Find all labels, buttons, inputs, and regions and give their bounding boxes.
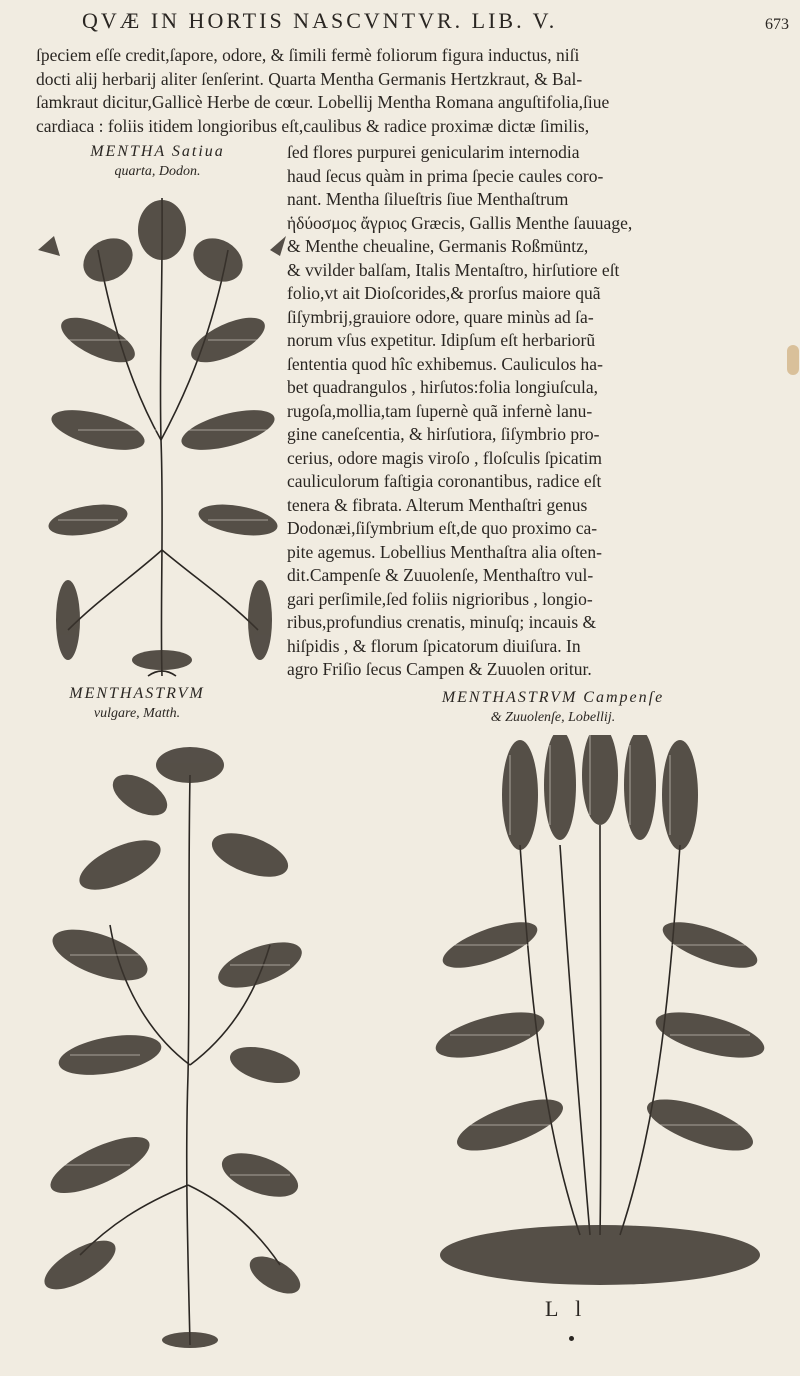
text-line: dit.Campenſe & Zuuolenſe, Menthaſtro vul- [287, 565, 594, 585]
text-line: ſiſymbrij,grauiore odore, quare minùs ad ſa- [287, 306, 594, 327]
text-line: ſententia quod hîc exhibemus. Cauliculos ha- [287, 353, 603, 374]
menthastrum-campense-woodcut [430, 735, 770, 1293]
text-line: & vvilder balſam, Italis Mentaſtro, hirſutiore eſt [287, 259, 620, 280]
figure-caption-mentha-sativa [40, 142, 275, 182]
intro-paragraph [36, 44, 784, 138]
text-line: nant. Mentha ſilueſtris ſiue Menthaſtrum [287, 189, 569, 209]
text-line: pite agemus. Lobellius Menthaſtra alia oſten- [287, 541, 602, 562]
text-line: gine caneſcentia, & hirſutiora, ſiſymbrio pro- [287, 424, 600, 444]
page-edge-stain [787, 345, 799, 375]
mentha-sativa-woodcut [38, 190, 286, 678]
text-line: hiſpidis , & florum ſpicatorum diuiſura. In [287, 635, 581, 656]
running-head: QVÆ IN HORTIS NASCVNTVR. LIB. V. [82, 8, 558, 33]
text-line: gari perſimile,ſed foliis nigrioribus , longio- [287, 588, 593, 609]
text-line: ribus,profundius crenatis, minuſq; incauis & [287, 612, 597, 632]
menthastrum-vulgare-woodcut [40, 735, 308, 1355]
text-line: norum vſus expetitur. Idipſum eſt herbariorũ [287, 330, 596, 350]
text-line: bet quadrangulos , hirſutos:folia longiuſcula, [287, 377, 599, 397]
text-line: ſed flores purpurei genicularim internodia [287, 142, 580, 162]
text-line: tenera & fibrata. Alterum Menthaſtri genus [287, 494, 588, 515]
text-line: ἡδύοσμος ἄγριος Græcis, Gallis Menthe ſauuage, [287, 212, 633, 233]
caption-title: MENTHA Satiua [90, 143, 225, 160]
figure-caption-menthastrum-vulgare [22, 684, 252, 724]
text-line: cardiaca : foliis itidem longioribus eſt,caulibus & radice proximæ dictæ ſimilis, [36, 115, 590, 136]
page-number: 673 [765, 16, 789, 33]
body-column [287, 141, 787, 682]
caption-subtitle: & Zuuolenſe, Lobellij. [490, 710, 616, 725]
text-line: docti alij herbarij aliter ſenſerint. Quarta Mentha Germanis Hertzkraut, & Bal- [36, 68, 583, 89]
caption-subtitle: quarta, Dodon. [114, 164, 201, 179]
caption-subtitle: vulgare, Matth. [93, 706, 181, 721]
text-line: & Menthe cheualine, Germanis Roßmüntz, [287, 236, 589, 256]
figure-caption-menthastrum-campense [318, 688, 788, 728]
text-line: agro Friſio ſecus Campen & Zuuolen oritur. [287, 659, 592, 679]
signature-mark: L l [545, 1296, 588, 1321]
text-line: folio,vt ait Dioſcorides,& prorſus maiore quã [287, 283, 601, 303]
text-line: haud ſecus quàm in prima ſpecie caules coro- [287, 165, 604, 186]
ornament-dot [569, 1336, 574, 1341]
text-line: rugoſa,mollia,tam ſupernè quã infernè lanu- [287, 400, 593, 421]
text-line: Dodonæi,ſiſymbrium eſt,de quo proximo ca- [287, 518, 598, 538]
caption-title: MENTHASTRVM [69, 685, 205, 702]
caption-title: MENTHASTRVM Campenſe [441, 689, 665, 706]
text-line: cauliculorum faſtigia coronantibus, radice eſt [287, 471, 602, 491]
text-line: ſamkraut dicitur,Gallicè Herbe de cœur. Lobellij Mentha Romana anguſtifolia,ſiue [36, 92, 610, 112]
text-line: ſpeciem eſſe credit,ſapore, odore, & ſimili fermè foliorum figura inductus, niſi [36, 45, 580, 65]
text-line: cerius, odore magis viroſo , floſculis ſpicatim [287, 447, 602, 468]
